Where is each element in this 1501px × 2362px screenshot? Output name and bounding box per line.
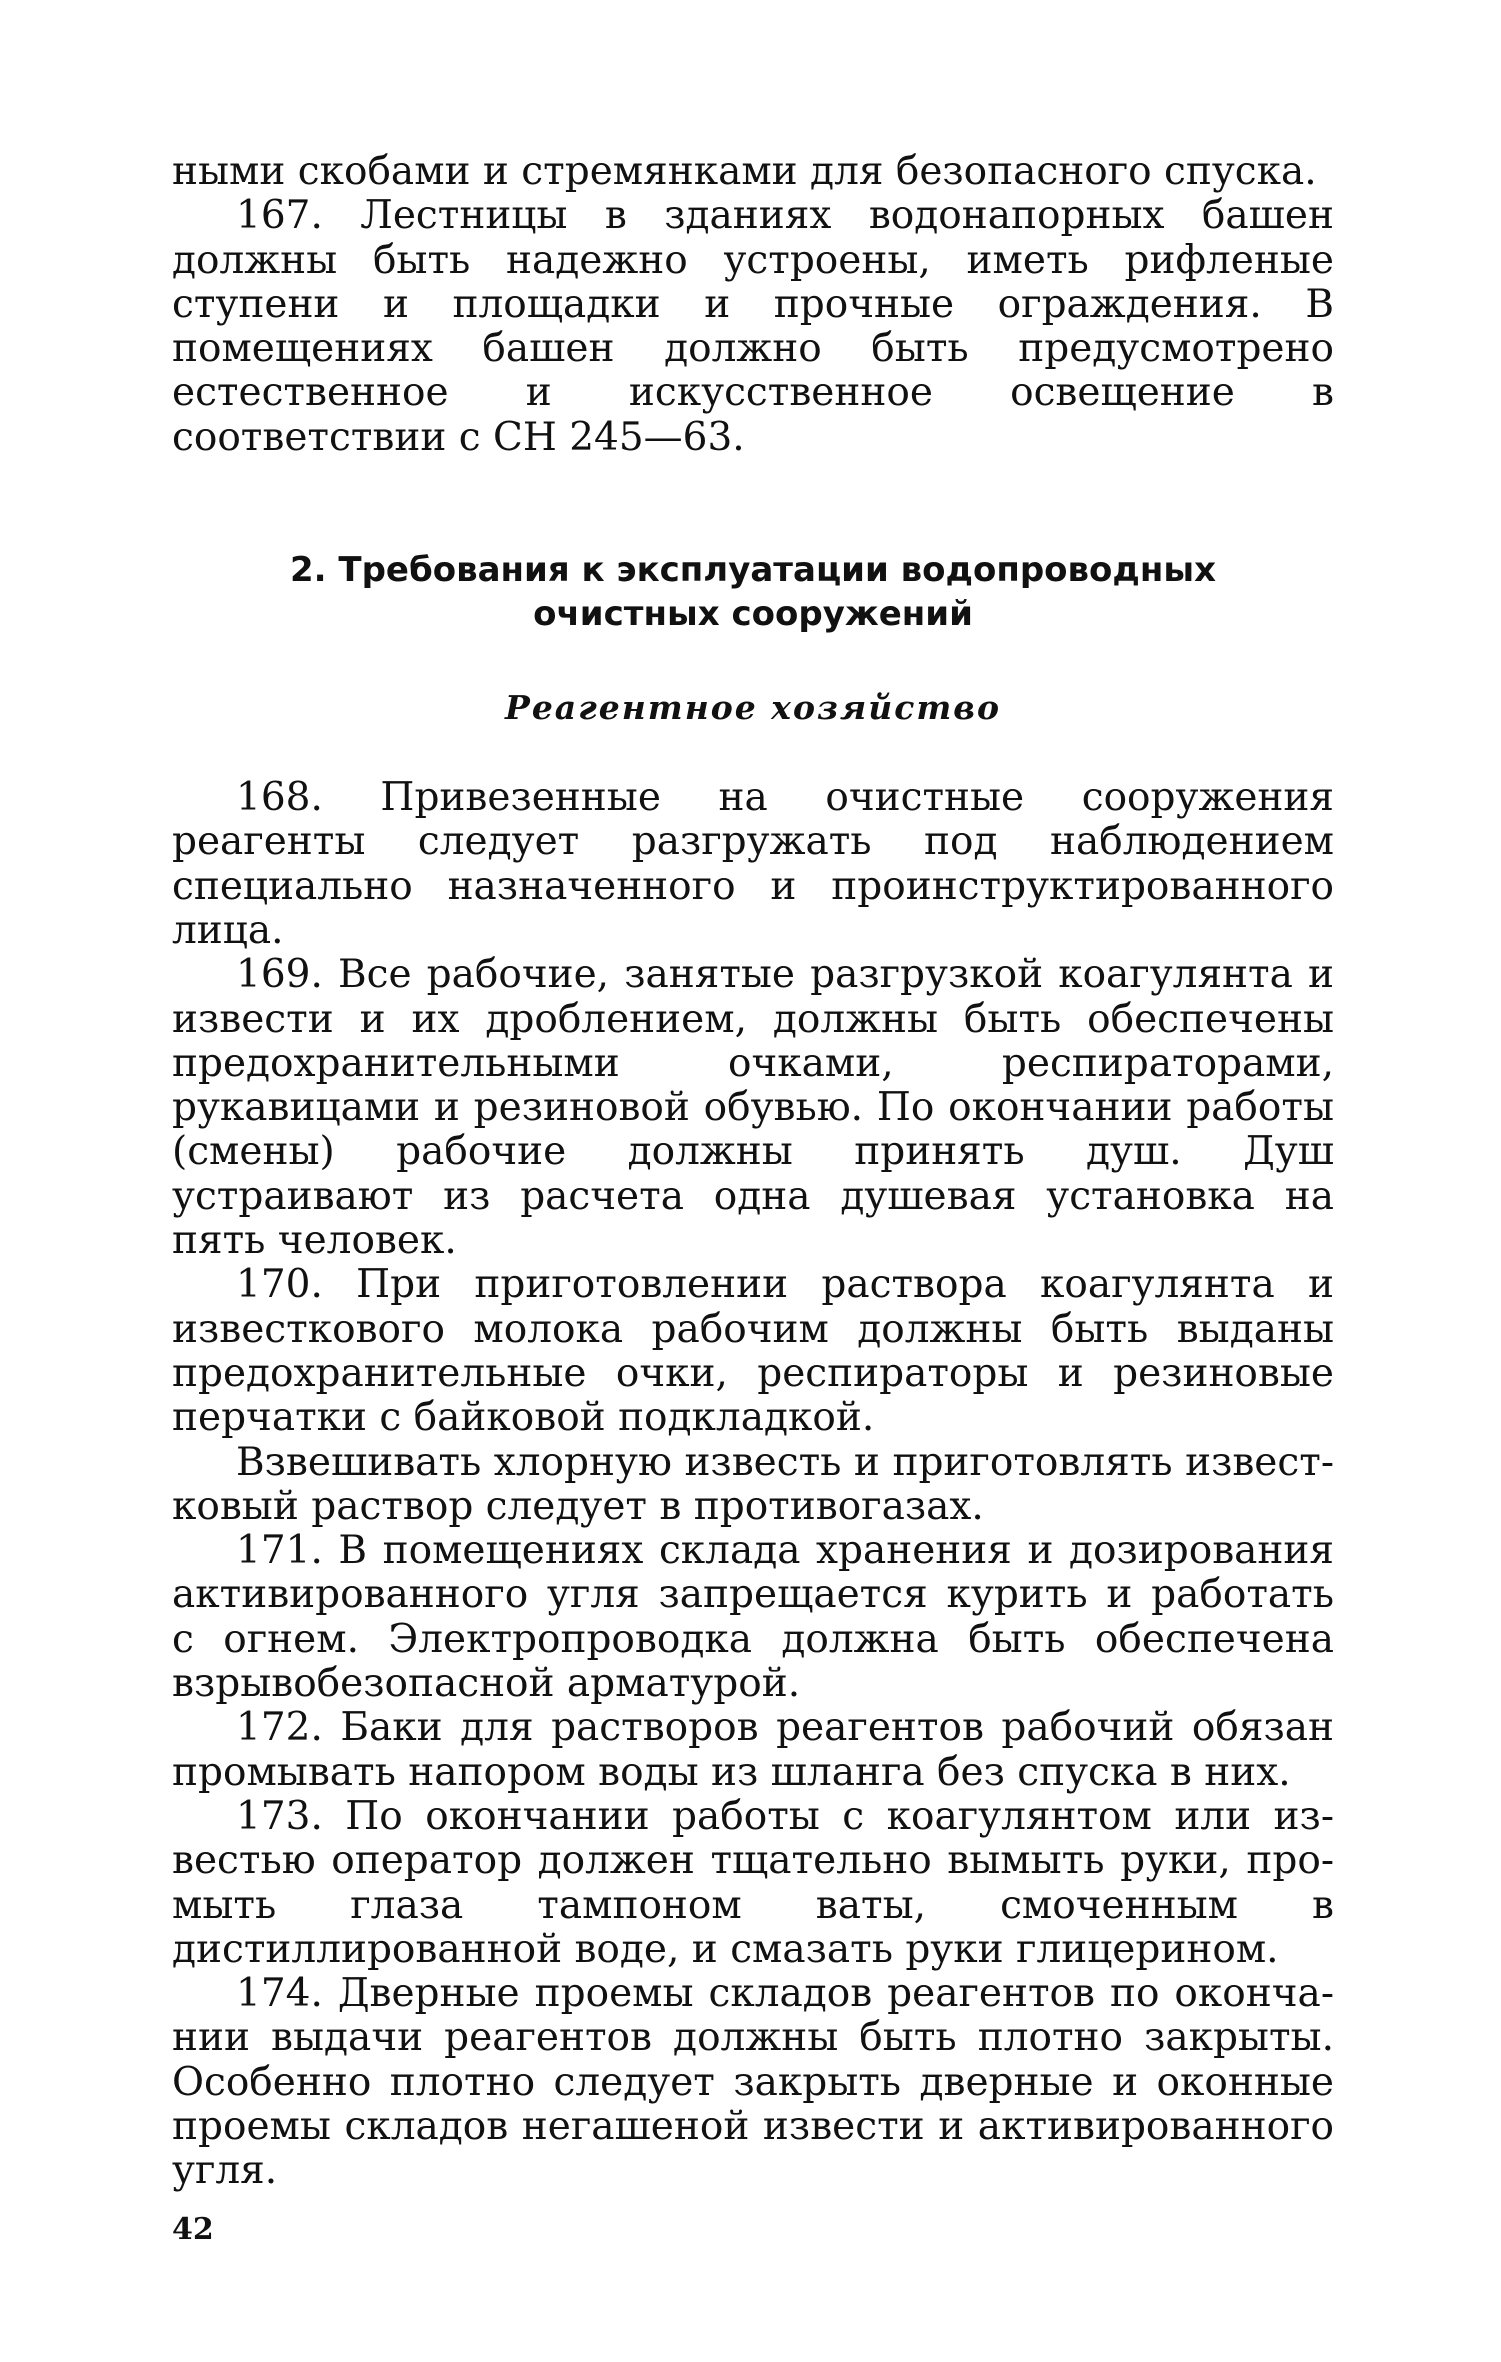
paragraph-173: 173. По окончании работы с коагулянтом или известью оператор должен тщательно вымыть руки, промыть глаза тампоном ваты, смоченным в дистиллированной воде, и смазать руки глицерином.: [172, 1793, 1334, 1972]
paragraph-170: 170. При приготовлении раствора коагулянта и известкового молока рабочим должны быть выданы предохранительные очки, респираторы и резиновые перчатки с байковой подкладкой.: [172, 1262, 1334, 1441]
subsection-heading: Реагентное хозяйство: [505, 688, 1001, 728]
paragraph-169: 169. Все рабочие, занятые разгрузкой коагулянта и извести и их дроблением, должны быть обеспечены предохранительными очками, респираторами, рукавицами и резиновой обувью. По окончании работы (смены) рабочие должны принять душ. Душ устраивают из расчета одна душевая установка на пять человек.: [172, 952, 1334, 1264]
section-heading-line-1: 2. Требования к эксплуатации водопроводных: [289, 550, 1217, 591]
page-number: 42: [172, 2212, 214, 2247]
section-heading-line-2: очистных сооружений: [533, 594, 973, 635]
paragraph-172: 172. Баки для растворов реагентов рабочий обязан промывать напором воды из шланга без спуска в них.: [172, 1705, 1334, 1795]
paragraph-171: 171. В помещениях склада хранения и дозирования активированного угля запрещается курить и работать с огнем. Электропроводка должна быть обеспечена взрывобезопасной арматурой.: [172, 1528, 1334, 1707]
paragraph-170-continuation: Взвешивать хлорную известь и приготовлять известковый раствор следует в противогазах.: [172, 1439, 1334, 1529]
paragraph-167: 167. Лестницы в зданиях водонапорных башен должны быть надежно устроены, иметь рифленые ступени и площадки и прочные ограждения. В помещениях башен должно быть предусмотрено естественное и искусственное освещение в соответствии с СН 245—63.: [172, 193, 1334, 460]
section-heading: [172, 548, 1334, 636]
paragraph-168: 168. Привезенные на очистные сооружения реагенты следует разгружать под наблюдением специально назначенного и проинструктированного лица.: [172, 775, 1334, 953]
paragraph-166-continuation: ными скобами и стремянками для безопасного спуска.: [172, 149, 1317, 194]
page-body: [172, 150, 1334, 2194]
paragraph-174: 174. Дверные проемы складов реагентов по окончании выдачи реагентов должны быть плотно закрыты. Особенно плотно следует закрыть дверные и оконные проемы складов негашеной извести и активированного угля.: [172, 1971, 1334, 2194]
